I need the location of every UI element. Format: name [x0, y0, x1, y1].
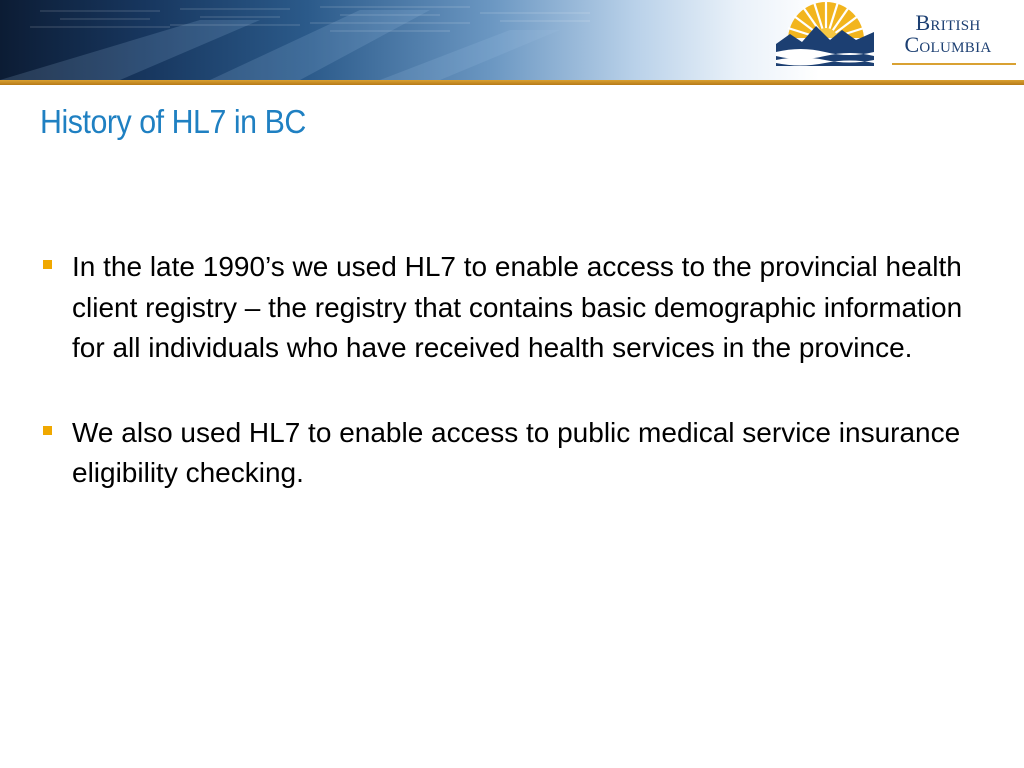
square-bullet-icon: [43, 260, 52, 269]
bullet-list: [40, 247, 980, 538]
bullet-text: In the late 1990’s we used HL7 to enable access to the provincial health client registry – the registry that contains basic demographic information for all individuals who have received health services in the province.: [72, 251, 963, 363]
bullet-item: [40, 247, 980, 369]
bullet-text: We also used HL7 to enable access to public medical service insurance eligibility checking.: [72, 416, 961, 488]
logo-underline: [892, 63, 1016, 65]
logo-wordmark: [877, 12, 1019, 56]
british-columbia-logo: [774, 0, 1024, 72]
header-rule: [0, 80, 1024, 85]
logo-line-2: Columbia: [904, 32, 992, 57]
slide-title: History of HL7 in BC: [40, 103, 306, 140]
square-bullet-icon: [43, 426, 52, 435]
bullet-item: [40, 413, 980, 494]
banner-texture: [0, 0, 760, 80]
bc-sun-mountain-icon: [776, 0, 874, 66]
logo-line-1: British: [915, 10, 981, 35]
